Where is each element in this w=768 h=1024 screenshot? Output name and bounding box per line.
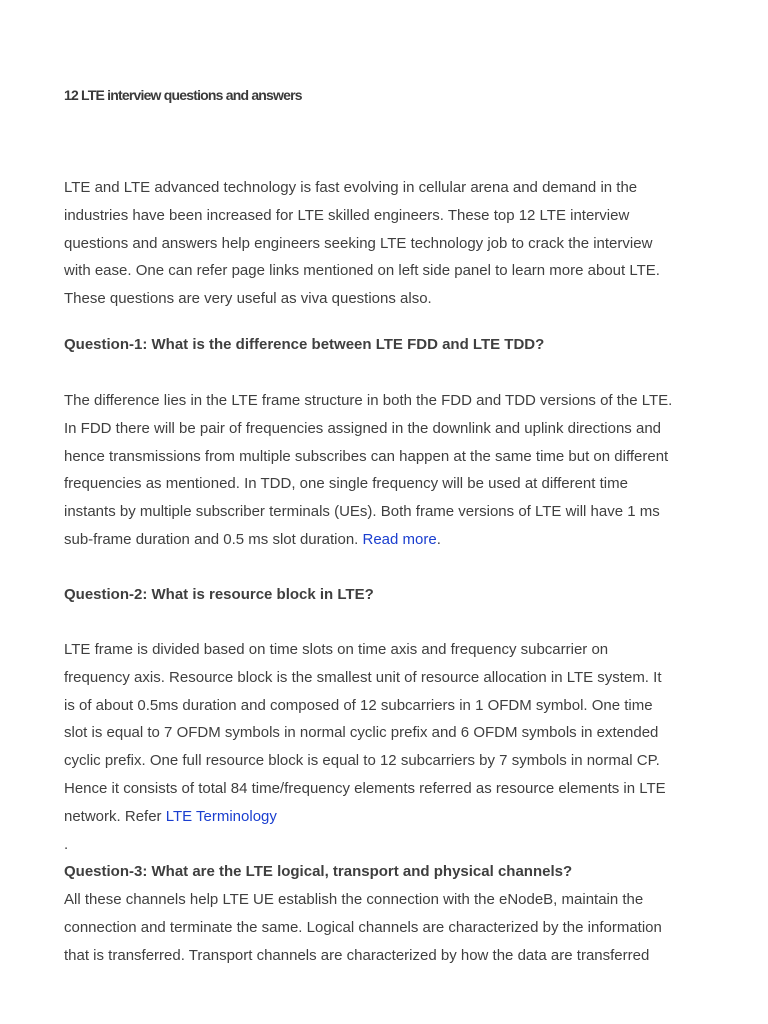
answer-1-line: hence transmissions from multiple subscribes can happen at the same time but on different [64,447,669,465]
answer-1-paragraph [64,387,704,554]
intro-line: These questions are very useful as viva questions also. [64,290,432,308]
question-3-heading: Question-3: What are the LTE logical, transport and physical channels? [64,863,573,880]
answer-1-line: In FDD there will be pair of frequencies assigned in the downlink and uplink directions and [64,419,662,437]
answer-3-line: connection and terminate the same. Logical channels are characterized by the information [64,918,662,936]
intro-line: questions and answers help engineers seeking LTE technology job to crack the interview [64,234,653,252]
answer-2-dot: . [64,835,69,853]
answer-1-last-line [64,526,704,554]
answer-3-line: All these channels help LTE UE establish the connection with the eNodeB, maintain the [64,891,644,908]
answer-2-line: Hence it consists of total 84 time/frequency elements referred as resource elements in LTE [64,779,666,797]
answer-1-period: . [436,530,441,548]
answer-2-last-text: network. Refer [64,807,166,825]
intro-line: with ease. One can refer page links mentioned on left side panel to learn more about LTE. [64,262,660,280]
answer-1-line: The difference lies in the LTE frame structure in both the FDD and TDD versions of the LTE. [64,392,673,409]
answer-2-line: frequency axis. Resource block is the smallest unit of resource allocation in LTE system. It [64,668,662,686]
answer-1-line: frequencies as mentioned. In TDD, one single frequency will be used at different time [64,475,628,493]
document-title: 12 LTE interview questions and answers [64,87,302,103]
answer-1-last-text: sub-frame duration and 0.5 ms slot duration. [64,530,363,548]
answer-1-line: instants by multiple subscriber terminals (UEs). Both frame versions of LTE will have 1 ms [64,503,660,521]
intro-line: industries have been increased for LTE skilled engineers. These top 12 LTE interview [64,206,630,224]
question-2-heading: Question-2: What is resource block in LTE? [64,586,374,603]
answer-2-line: is of about 0.5ms duration and composed of 12 subcarriers in 1 OFDM symbol. One time [64,696,653,714]
answer-2-line: LTE frame is divided based on time slots on time axis and frequency subcarrier on [64,641,609,658]
answer-2-line: slot is equal to 7 OFDM symbols in normal cyclic prefix and 6 OFDM symbols in extended [64,724,659,742]
answer-2-last-line [64,803,704,831]
answer-2-paragraph [64,636,704,858]
read-more-link[interactable]: Read more [362,530,437,548]
lte-terminology-link[interactable]: LTE Terminology [165,807,277,825]
answer-2-line: cyclic prefix. One full resource block is equal to 12 subcarriers by 7 symbols in normal CP. [64,752,660,770]
answer-3-line: that is transferred. Transport channels are characterized by how the data are transferred [64,946,650,964]
question-1-heading: Question-1: What is the difference between LTE FDD and LTE TDD? [64,336,545,353]
intro-paragraph [64,174,704,313]
intro-line: LTE and LTE advanced technology is fast evolving in cellular arena and demand in the [64,179,638,196]
answer-3-paragraph [64,886,704,969]
